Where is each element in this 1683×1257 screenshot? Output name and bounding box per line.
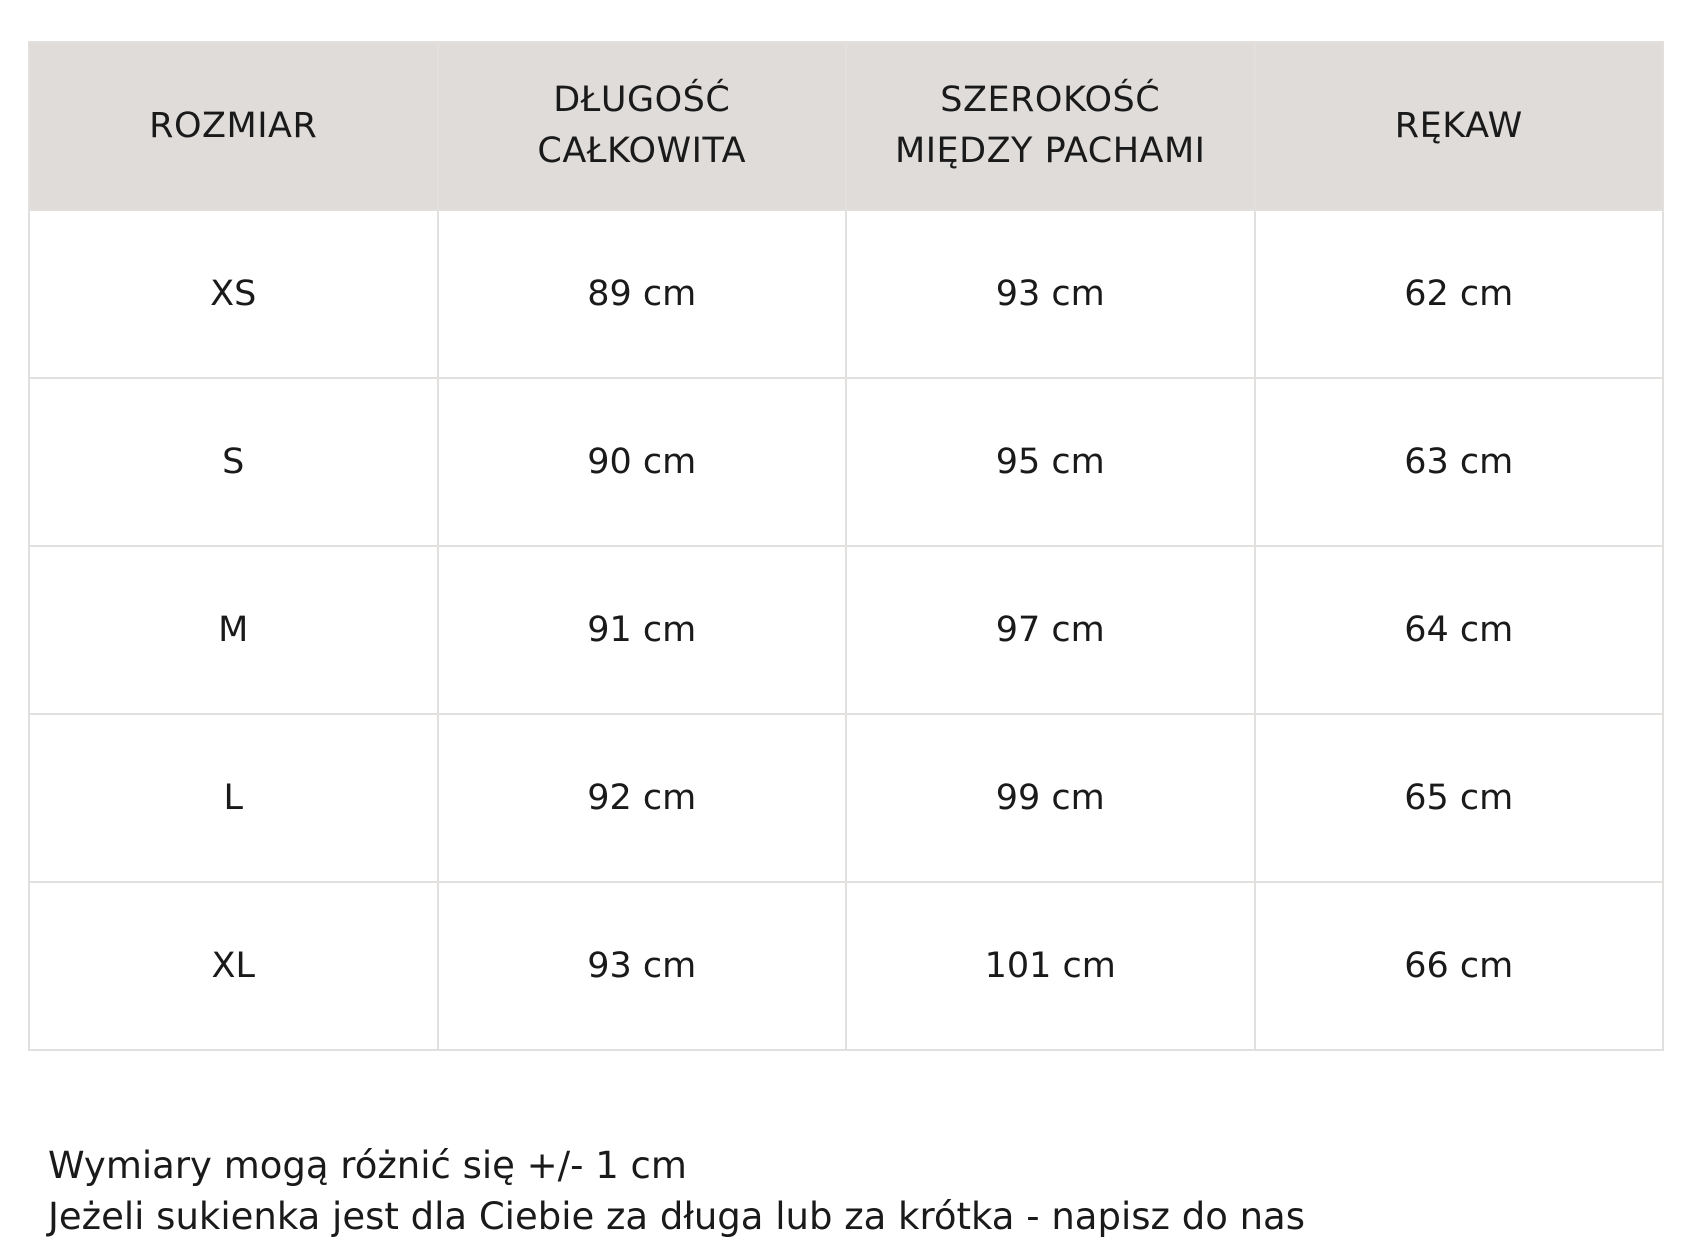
size-chart-table: [28, 41, 1664, 1051]
header-cell-armpit-width: [846, 42, 1255, 210]
header-line: RĘKAW: [1394, 105, 1523, 146]
length-cell: 91 cm: [438, 546, 847, 714]
length-cell: 89 cm: [438, 210, 847, 378]
sleeve-cell: 65 cm: [1255, 714, 1664, 882]
header-cell-sleeve: [1255, 42, 1664, 210]
header-row: [29, 42, 1663, 210]
table-header: [29, 42, 1663, 210]
table-body: [29, 210, 1663, 1050]
width-cell: 101 cm: [846, 882, 1255, 1050]
width-cell: 95 cm: [846, 378, 1255, 546]
sleeve-cell: 63 cm: [1255, 378, 1664, 546]
width-cell: 97 cm: [846, 546, 1255, 714]
table-row: [29, 882, 1663, 1050]
length-cell: 92 cm: [438, 714, 847, 882]
contact-note: Jeżeli sukienka jest dla Ciebie za długa lub za krótka - napisz do nas: [48, 1195, 1305, 1238]
table-row: [29, 210, 1663, 378]
header-line: ROZMIAR: [149, 105, 318, 146]
table-row: [29, 714, 1663, 882]
measurement-tolerance-note: Wymiary mogą różnić się +/- 1 cm: [48, 1144, 687, 1187]
width-cell: 93 cm: [846, 210, 1255, 378]
header-line: MIĘDZY PACHAMI: [895, 131, 1206, 171]
sleeve-cell: 64 cm: [1255, 546, 1664, 714]
length-cell: 93 cm: [438, 882, 847, 1050]
size-cell: XL: [29, 882, 438, 1050]
table-row: [29, 546, 1663, 714]
header-cell-total-length: [438, 42, 847, 210]
notes-block: [48, 1140, 1305, 1242]
header-line: DŁUGOŚĆ: [553, 80, 731, 120]
sleeve-cell: 66 cm: [1255, 882, 1664, 1050]
length-cell: 90 cm: [438, 378, 847, 546]
size-cell: S: [29, 378, 438, 546]
size-cell: L: [29, 714, 438, 882]
header-line: CAŁKOWITA: [537, 131, 747, 171]
size-cell: M: [29, 546, 438, 714]
width-cell: 99 cm: [846, 714, 1255, 882]
table-row: [29, 378, 1663, 546]
header-line: SZEROKOŚĆ: [940, 80, 1161, 120]
sleeve-cell: 62 cm: [1255, 210, 1664, 378]
size-cell: XS: [29, 210, 438, 378]
header-cell-size: [29, 42, 438, 210]
